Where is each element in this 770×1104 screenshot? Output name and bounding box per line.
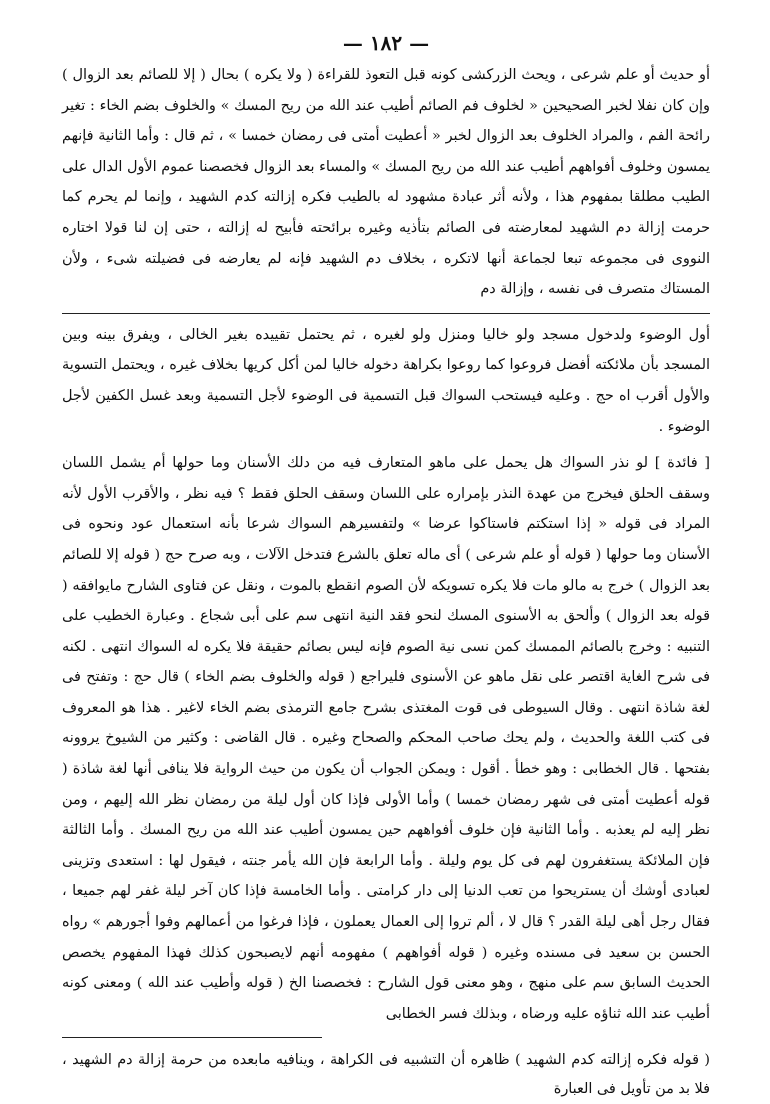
page-number: — ١٨٢ — — [342, 31, 430, 55]
footnote-divider — [62, 1037, 322, 1038]
section-divider — [62, 313, 710, 314]
gloss-paragraph: [ فائدة ] لو نذر السواك هل يحمل على ماهو المتعارف فيه من دلك الأسنان وما حولها أم يشمل اللسان وسقف الحلق فيخرج من عهدة النذر بإمراره على اللسان وسقف الحلق فقط ؟ فيه نظر ، والأقرب الأول لأنه المراد فى قوله « إذا استكتم فاستاكوا عرضا » ولتفسيرهم السواك شرعا بأنه استعمال عود ونحوه فى الأسنان وما حولها ( قوله أو علم شرعى ) أى ماله تعلق بالشرع فتدخل الآلات ، وبه صرح حج ( قوله إلا للصائم بعد الزوال ) خرج به مالو مات فلا يكره تسويكه لأن الصوم انقطع بالموت ، ونقل عن فتاوى الشارح مايوافقه ( قوله بعد الزوال ) وألحق به الأسنوى المسك لنحو فقد النية انتهى سم على أبى شجاع . وعبارة الخطيب على التنبيه : وخرج بالصائم الممسك كمن نسى نية الصوم فإنه ليس بصائم حقيقة فلا يكره له السواك انتهى . لكنه فى شرح الغاية اقتصر على نقل ماهو عن الأسنوى فليراجع ( قوله والخلوف بضم الخاء ) قال حج : وتفتح فى لغة شاذة انتهى . وقال السيوطى فى قوت المغتذى بشرح جامع الترمذى بضم الخاء لاغير . هذا هو المعروف فى كتب اللغة والحديث ، ولم يحك صاحب المحكم والصحاح وغيره . قال القاضى : وكثير من الشيوخ يروونه بفتحها . قال الخطابى : وهو خطأ . أقول : ويمكن الجواب أن يكون من حيث الرواية فلا ينافى أنها لغة شاذة ( قوله أعطيت أمتى فى شهر رمضان خمسا ) وأما الأولى فإذا كان أول ليلة من رمضان نظر الله إليهم ، ومن نظر إليه لم يعذبه . وأما الثانية فإن خلوف أفواههم حين يمسون أطيب عند الله من ريح المسك . وأما الثالثة فإن الملائكة يستغفرون لهم فى كل يوم وليلة . وأما الرابعة فإن الله يأمر جنته ، فيقول لها : استعدى وتزينى لعبادى أوشك أن يستريحوا من تعب الدنيا إلى دار كرامتى . وأما الخامسة فإذا كان آخر ليلة غفر لهم جميعا ، فقال رجل أهى ليلة القدر ؟ قال لا ، ألم تروا إلى العمال يعملون ، فإذا فرغوا من أعمالهم وفوا أجورهم » رواه الحسن بن سعيد فى مسنده وغيره ( قوله أفواههم ) مفهومه أنهم لايصبحون كذلك فهذا المفهوم يخصص الحديث السابق سم على منهج ، وهو معنى قول الشارح : فخصصنا الخ ( قوله وأطيب عند الله ) ومعنى كونه أطيب عند الله ثناؤه عليه ورضاه ، وبذلك فسر الخطابى — [62, 455, 710, 1022]
commentary-block — [62, 60, 710, 305]
commentary-paragraph: أو حديث أو علم شرعى ، ويحث الزركشى كونه قبل التعوذ للقراءة ( ولا يكره ) بحال ( إلا للصائم بعد الزوال ) وإن كان نفلا لخبر الصحيحين « لخلوف فم الصائم أطيب عند الله من ريح المسك » والخلوف بضم الخاء : تغير رائحة الفم ، والمراد الخلوف بعد الزوال لخبر « أعطيت أمتى فى رمضان خمسا » ، ثم قال : وأما الثانية فإنهم يمسون وخلوف أفواههم أطيب عند الله من ريح المسك » والمساء بعد الزوال فخصصنا عموم الأول الدال على الطيب مطلقا بمفهوم هذا ، ولأنه أثر عبادة مشهود له بالطيب فكره إزالته كدم الشهيد ، وإنما لم يحرم كما حرمت إزالة دم الشهيد لمعارضته فى الصائم بتأذيه وغيره برائحته فأبيح له إزالته ، حتى إن لنا قولا اختاره النووى فى مجموعه تبعا لجماعة أنها لاتكره ، بخلاف دم الشهيد فإنه لم يعارضه فى فضيلته شىء ، ولأن المستاك متصرف فى نفسه ، وإزالة دم — [62, 67, 710, 298]
gloss-block — [62, 320, 710, 1030]
gloss-paragraph: أول الوضوء ولدخول مسجد ولو خاليا ومنزل ولو لغيره ، ثم يحتمل تقييده بغير الخالى ، ويفرق بينه وبين المسجد بأن ملائكته أفضل فروعوا كما روعوا بكراهة دخوله خاليا لمن أكل كريها بخلاف غيره ، ويحتمل التسوية والأول أقرب اه حج . وعليه فيستحب السواك قبل التسمية فى الوضوء لأجل التسمية وبعد غسل الكفين لأجل الوضوء . — [62, 326, 710, 435]
footnote: ( قوله فكره إزالته كدم الشهيد ) ظاهره أن التشبيه فى الكراهة ، وينافيه مابعده من حرمة إزالة دم الشهيد ، فلا بد من تأويل فى العبارة — [62, 1052, 710, 1098]
